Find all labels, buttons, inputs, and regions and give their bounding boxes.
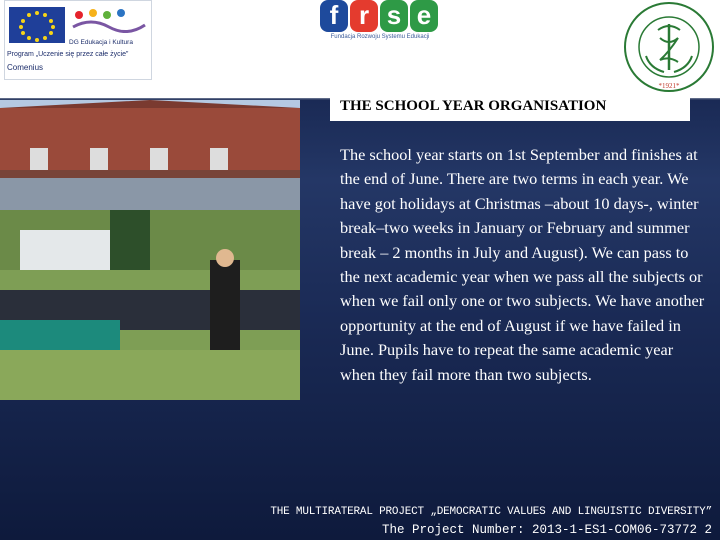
program-label: Program „Uczenie się przez całe życie”: [7, 51, 129, 58]
slide-title: THE SCHOOL YEAR ORGANISATION: [340, 98, 607, 114]
frse-logo: [318, 0, 442, 50]
dg-label: DG Edukacja i Kultura: [69, 39, 133, 46]
frse-subtitle: Fundacja Rozwoju Systemu Edukacji: [330, 34, 430, 40]
comenius-logo: [4, 0, 152, 80]
eu-flag-icon: [9, 7, 65, 43]
frse-letter-e: e: [410, 0, 438, 32]
school-ceremony-photo: [0, 100, 300, 400]
project-number: The Project Number: 2013-1-ES1-COM06-73772 2: [381, 523, 712, 537]
slide-body-text: The school year starts on 1st September and finishes at the end of June. There are two terms in each year. We have got holidays at Christmas –about 10 days-, winter break–two weeks in January or February and summer break – 2 months in July and August). We can pass to the next academic year when we pass all the subjects or when we fail only one or two subjects. We have another opportunity at the end of August if we have failed in June. Pupils have to repeat the same academic year when they fail more than two subjects.: [340, 145, 705, 384]
school-seal-icon: [620, 0, 718, 94]
frse-letter-f: f: [320, 0, 348, 32]
svg-text:*1921*: *1921*: [658, 82, 680, 90]
project-footer: THE MULTIRATERAL PROJECT „DEMOCRATIC VALUES AND LINGUISTIC DIVERSITY”: [270, 506, 712, 518]
frse-letter-s: s: [380, 0, 408, 32]
llp-figures-icon: [71, 7, 147, 33]
frse-letter-r: r: [350, 0, 378, 32]
comenius-label: Comenius: [7, 63, 44, 72]
